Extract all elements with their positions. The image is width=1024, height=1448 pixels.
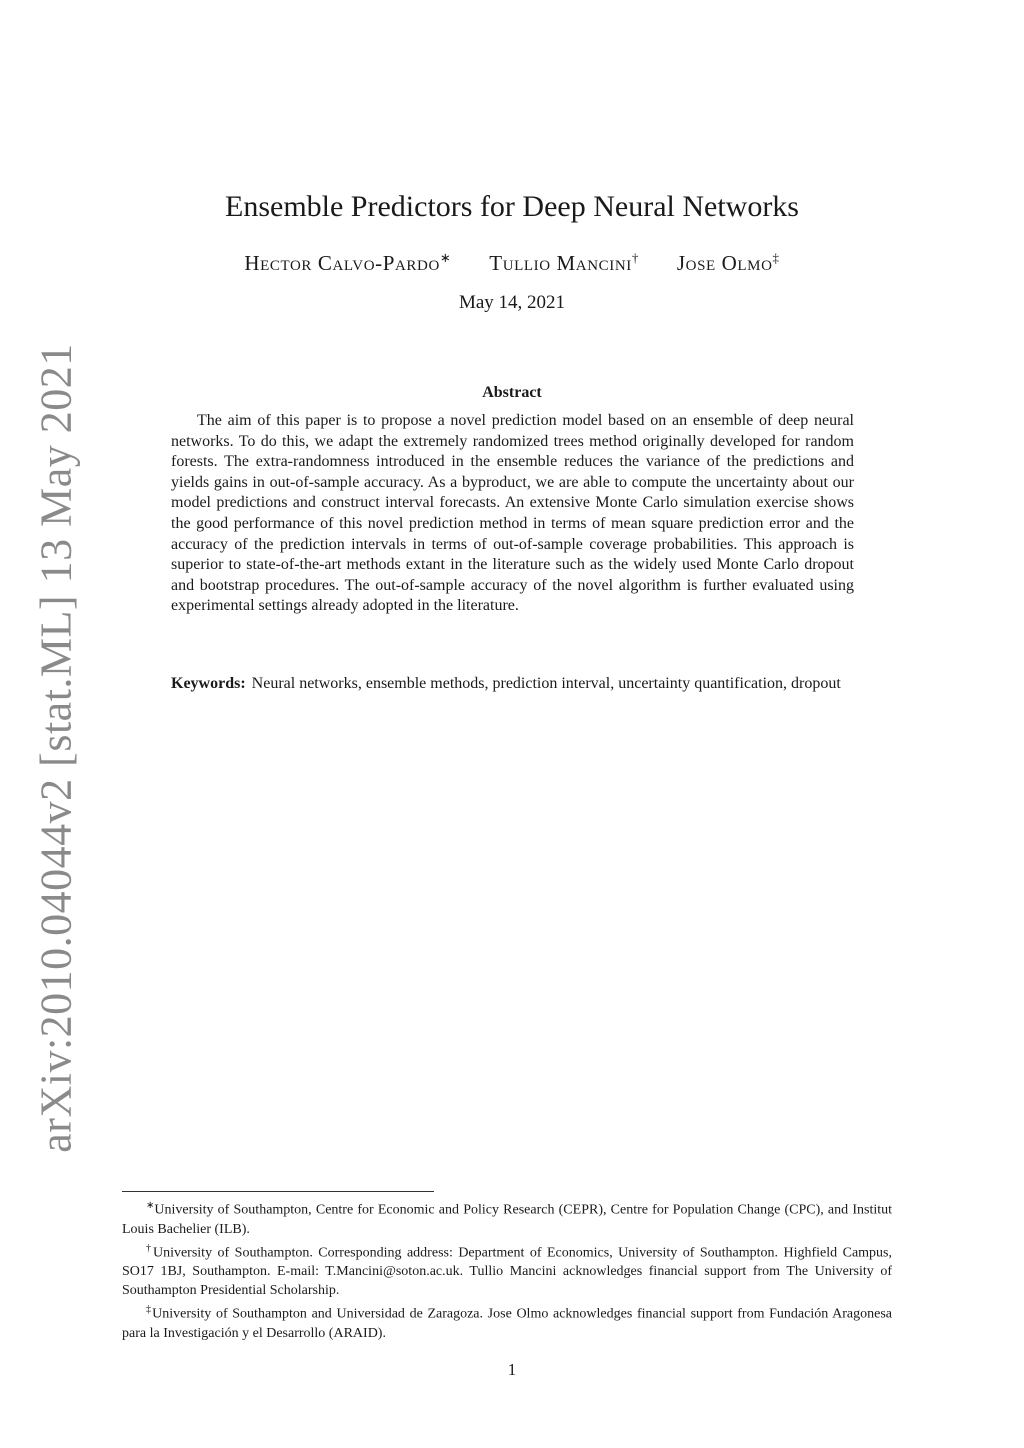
arxiv-identifier-stamp: arXiv:2010.04044v2 [stat.ML] 13 May 2021 [31, 343, 81, 1153]
keywords [171, 673, 854, 694]
footnote-1-text: University of Southampton, Centre for Economic and Policy Research (CEPR), Centre for Population Change (CPC), and Institut Louis Bachelier (ILB). [122, 1202, 892, 1237]
author-2-name: Tullio Mancini [489, 251, 632, 275]
keywords-text: Neural networks, ensemble methods, prediction interval, uncertainty quantification, dropout [251, 675, 841, 692]
footnotes [122, 1196, 892, 1343]
footnote-2 [122, 1239, 892, 1301]
footnote-1-mark: ∗ [146, 1200, 155, 1211]
footnote-1 [122, 1196, 892, 1239]
author-3-mark: ‡ [772, 250, 780, 265]
publication-date: May 14, 2021 [458, 292, 566, 313]
paper-title: Ensemble Predictors for Deep Neural Networks [225, 190, 799, 223]
footnote-2-text: University of Southampton. Corresponding address: Department of Economics, University of Southampton. Highfield Campus, SO17 1BJ, Southampton. E-mail: T.Mancini@soton.ac.uk. Tullio Mancini acknowledges financial support from The University of Southampton Presidential Scholarship. [122, 1245, 892, 1299]
author-list [0, 250, 1024, 276]
author-2-mark: † [631, 250, 640, 265]
author-3-name: Jose Olmo [676, 251, 773, 275]
page-number: 1 [507, 1360, 517, 1379]
author-2 [489, 250, 639, 276]
footnote-2-mark: † [146, 1242, 153, 1254]
footnote-divider [122, 1191, 434, 1192]
author-1-name: Hector Calvo-Pardo [244, 251, 440, 275]
author-1-mark: ∗ [439, 250, 452, 265]
footnote-3 [122, 1300, 892, 1343]
keywords-label: Keywords: [171, 675, 246, 692]
abstract-heading: Abstract [482, 384, 542, 401]
author-1 [244, 250, 451, 276]
author-3 [677, 250, 780, 276]
footnote-3-mark: ‡ [146, 1304, 153, 1316]
abstract-body: The aim of this paper is to propose a novel prediction model based on an ensemble of deep neural networks. To do this, we adapt the extremely randomized trees method originally developed for random forests. The extra-randomness introduced in the ensemble reduces the variance of the predictions and yields gains in out-of-sample accuracy. As a byproduct, we are able to compute the uncertainty about our model predictions and construct interval forecasts. An extensive Monte Carlo simulation exercise shows the good performance of this novel prediction method in terms of mean square prediction error and the accuracy of the prediction intervals in terms of out-of-sample coverage probabilities. This approach is superior to state-of-the-art methods extant in the literature such as the widely used Monte Carlo dropout and bootstrap procedures. The out-of-sample accuracy of the novel algorithm is further evaluated using experimental settings already adopted in the literature. [171, 412, 854, 615]
footnote-3-text: University of Southampton and Universidad de Zaragoza. Jose Olmo acknowledges financial support from Fundación Aragonesa para la Investigación y el Desarrollo (ARAID). [122, 1306, 893, 1341]
